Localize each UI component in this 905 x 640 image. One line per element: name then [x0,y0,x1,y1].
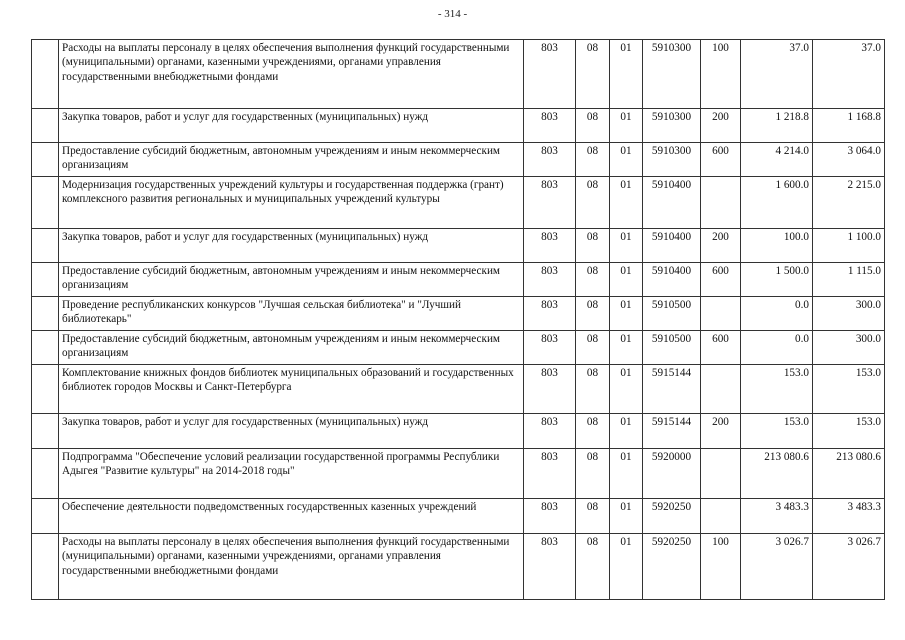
cell-ved: 803 [524,331,576,365]
cell-value-2014: 4 214.0 [741,143,813,177]
cell-pr: 01 [610,229,643,263]
table-row [32,229,885,263]
cell-value-2015: 1 168.8 [813,109,885,143]
cell-pr: 01 [610,534,643,600]
cell-value-2014: 0.0 [741,331,813,365]
cell-pr: 01 [610,414,643,449]
cell-ved: 803 [524,263,576,297]
cell-value-2014: 3 483.3 [741,499,813,534]
cell-pr: 01 [610,177,643,229]
cell-value-2015: 300.0 [813,297,885,331]
cell-value-2014: 100.0 [741,229,813,263]
cell-blank [32,499,59,534]
cell-value-2014: 1 218.8 [741,109,813,143]
cell-ved: 803 [524,365,576,414]
cell-value-2015: 1 100.0 [813,229,885,263]
budget-table [31,39,885,600]
cell-rz: 08 [576,365,610,414]
cell-csr: 5920250 [643,534,701,600]
cell-rz: 08 [576,177,610,229]
cell-pr: 01 [610,40,643,109]
cell-csr: 5920250 [643,499,701,534]
cell-value-2015: 153.0 [813,365,885,414]
table-row [32,143,885,177]
cell-rz: 08 [576,229,610,263]
cell-vr: 100 [701,534,741,600]
cell-name: Предоставление субсидий бюджетным, автономным учреждениям и иным некоммерческим организациям [59,143,524,177]
cell-ved: 803 [524,109,576,143]
cell-pr: 01 [610,365,643,414]
cell-ved: 803 [524,143,576,177]
cell-csr: 5910500 [643,297,701,331]
cell-pr: 01 [610,263,643,297]
cell-ved: 803 [524,499,576,534]
cell-csr: 5915144 [643,365,701,414]
cell-csr: 5920000 [643,449,701,499]
cell-rz: 08 [576,414,610,449]
cell-csr: 5910500 [643,331,701,365]
table-row [32,414,885,449]
cell-vr [701,177,741,229]
cell-value-2015: 3 483.3 [813,499,885,534]
cell-value-2014: 1 500.0 [741,263,813,297]
cell-blank [32,143,59,177]
cell-name: Проведение республиканских конкурсов "Лучшая сельская библиотека" и "Лучший библиотекарь" [59,297,524,331]
cell-pr: 01 [610,143,643,177]
table-row [32,534,885,600]
cell-value-2015: 3 064.0 [813,143,885,177]
cell-rz: 08 [576,109,610,143]
cell-vr: 600 [701,263,741,297]
cell-csr: 5910300 [643,109,701,143]
cell-value-2015: 37.0 [813,40,885,109]
cell-vr [701,365,741,414]
cell-vr: 200 [701,229,741,263]
cell-value-2015: 2 215.0 [813,177,885,229]
table-row [32,40,885,109]
cell-value-2015: 153.0 [813,414,885,449]
table-row [32,177,885,229]
cell-vr [701,499,741,534]
cell-value-2015: 213 080.6 [813,449,885,499]
cell-rz: 08 [576,534,610,600]
cell-pr: 01 [610,449,643,499]
table-body [32,40,885,600]
cell-pr: 01 [610,109,643,143]
table-row [32,449,885,499]
cell-blank [32,263,59,297]
cell-rz: 08 [576,499,610,534]
cell-name: Закупка товаров, работ и услуг для государственных (муниципальных) нужд [59,229,524,263]
cell-blank [32,229,59,263]
table-row [32,263,885,297]
cell-blank [32,449,59,499]
cell-name: Модернизация государственных учреждений культуры и государственная поддержка (грант) комплексного развития региональных и муниципальных учреждений культуры [59,177,524,229]
cell-name: Подпрограмма "Обеспечение условий реализации государственной программы Республики Адыгея "Развитие культуры" на 2014-2018 годы" [59,449,524,499]
cell-blank [32,177,59,229]
cell-blank [32,331,59,365]
table-row [32,365,885,414]
cell-ved: 803 [524,40,576,109]
cell-vr [701,449,741,499]
cell-csr: 5915144 [643,414,701,449]
cell-ved: 803 [524,534,576,600]
cell-pr: 01 [610,297,643,331]
cell-name: Расходы на выплаты персоналу в целях обеспечения выполнения функций государственными (муниципальными) органами, казенными учреждениями, органами управления государственными внебюджетными фондами [59,40,524,109]
cell-value-2015: 1 115.0 [813,263,885,297]
cell-value-2014: 153.0 [741,365,813,414]
cell-value-2014: 0.0 [741,297,813,331]
cell-blank [32,297,59,331]
cell-pr: 01 [610,499,643,534]
cell-rz: 08 [576,449,610,499]
cell-value-2014: 37.0 [741,40,813,109]
table-row [32,331,885,365]
cell-value-2014: 3 026.7 [741,534,813,600]
cell-rz: 08 [576,331,610,365]
cell-pr: 01 [610,331,643,365]
cell-ved: 803 [524,297,576,331]
cell-blank [32,534,59,600]
cell-value-2014: 153.0 [741,414,813,449]
cell-csr: 5910400 [643,229,701,263]
cell-name: Закупка товаров, работ и услуг для государственных (муниципальных) нужд [59,414,524,449]
cell-value-2015: 3 026.7 [813,534,885,600]
cell-csr: 5910300 [643,143,701,177]
table-row [32,499,885,534]
cell-value-2014: 213 080.6 [741,449,813,499]
page-number: - 314 - [437,8,468,20]
cell-rz: 08 [576,143,610,177]
cell-csr: 5910400 [643,263,701,297]
cell-csr: 5910300 [643,40,701,109]
table-row [32,297,885,331]
cell-vr: 600 [701,143,741,177]
cell-vr: 200 [701,109,741,143]
cell-vr: 600 [701,331,741,365]
cell-blank [32,40,59,109]
cell-vr: 100 [701,40,741,109]
cell-ved: 803 [524,229,576,263]
cell-name: Расходы на выплаты персоналу в целях обеспечения выполнения функций государственными (муниципальными) органами, казенными учреждениями, органами управления государственными внебюджетными фондами [59,534,524,600]
cell-ved: 803 [524,449,576,499]
cell-ved: 803 [524,177,576,229]
cell-name: Комплектование книжных фондов библиотек муниципальных образований и государственных библиотек городов Москвы и Санкт-Петербурга [59,365,524,414]
cell-rz: 08 [576,40,610,109]
cell-value-2014: 1 600.0 [741,177,813,229]
cell-name: Обеспечение деятельности подведомственных государственных казенных учреждений [59,499,524,534]
cell-vr [701,297,741,331]
cell-ved: 803 [524,414,576,449]
cell-blank [32,365,59,414]
table-row [32,109,885,143]
cell-blank [32,414,59,449]
cell-rz: 08 [576,263,610,297]
cell-name: Закупка товаров, работ и услуг для государственных (муниципальных) нужд [59,109,524,143]
cell-value-2015: 300.0 [813,331,885,365]
cell-vr: 200 [701,414,741,449]
cell-name: Предоставление субсидий бюджетным, автономным учреждениям и иным некоммерческим организациям [59,263,524,297]
cell-name: Предоставление субсидий бюджетным, автономным учреждениям и иным некоммерческим организациям [59,331,524,365]
cell-rz: 08 [576,297,610,331]
cell-blank [32,109,59,143]
cell-csr: 5910400 [643,177,701,229]
